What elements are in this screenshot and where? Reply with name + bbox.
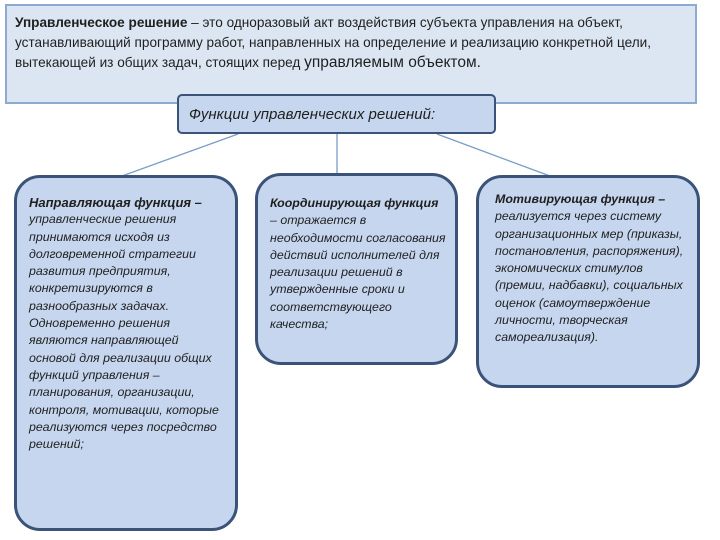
function-card-directing xyxy=(14,175,238,531)
definition-body: – это одноразовый акт воздействия субъекта управления на объект, устанавливающий программу работ, направленных на определение и реализацию конкретной цели, вытекающей из общих задач, стоящих перед xyxy=(15,15,652,70)
function-body: управленческие решения принимаются исходя из долговременной стратегии развития предприятия, конкретизируются в разнообразных задачах. Одновременно решения являются направляющей основой для реализации общих функций управления – планирования, организации, контроля, мотивации, которые реализуются через посредство решений; xyxy=(29,212,219,452)
function-body: реализуется через систему организационных мер (приказы, постановления, распоряжения), экономических стимулов (премии, надбавки), социальных оценок (самоутверждение личности, творческая самореализация). xyxy=(495,209,684,345)
connector-right xyxy=(437,134,550,176)
function-heading: Мотивирующая функция – xyxy=(495,192,666,206)
definition-term: Управленческое решение xyxy=(15,15,188,30)
connector-left xyxy=(122,134,238,176)
diagram-title: Функции управленческих решений: xyxy=(177,94,496,134)
function-heading: Координирующая функция xyxy=(270,196,439,210)
function-card-motivating xyxy=(476,175,700,388)
definition-emphasis: управляемым объектом. xyxy=(304,54,481,71)
function-heading: Направляющая функция – xyxy=(29,195,202,210)
function-card-coordinating xyxy=(255,173,458,365)
function-body: – отражается в необходимости согласования действий исполнителей для реализации решений в утвержденные сроки и соответствующего качества; xyxy=(270,213,446,332)
